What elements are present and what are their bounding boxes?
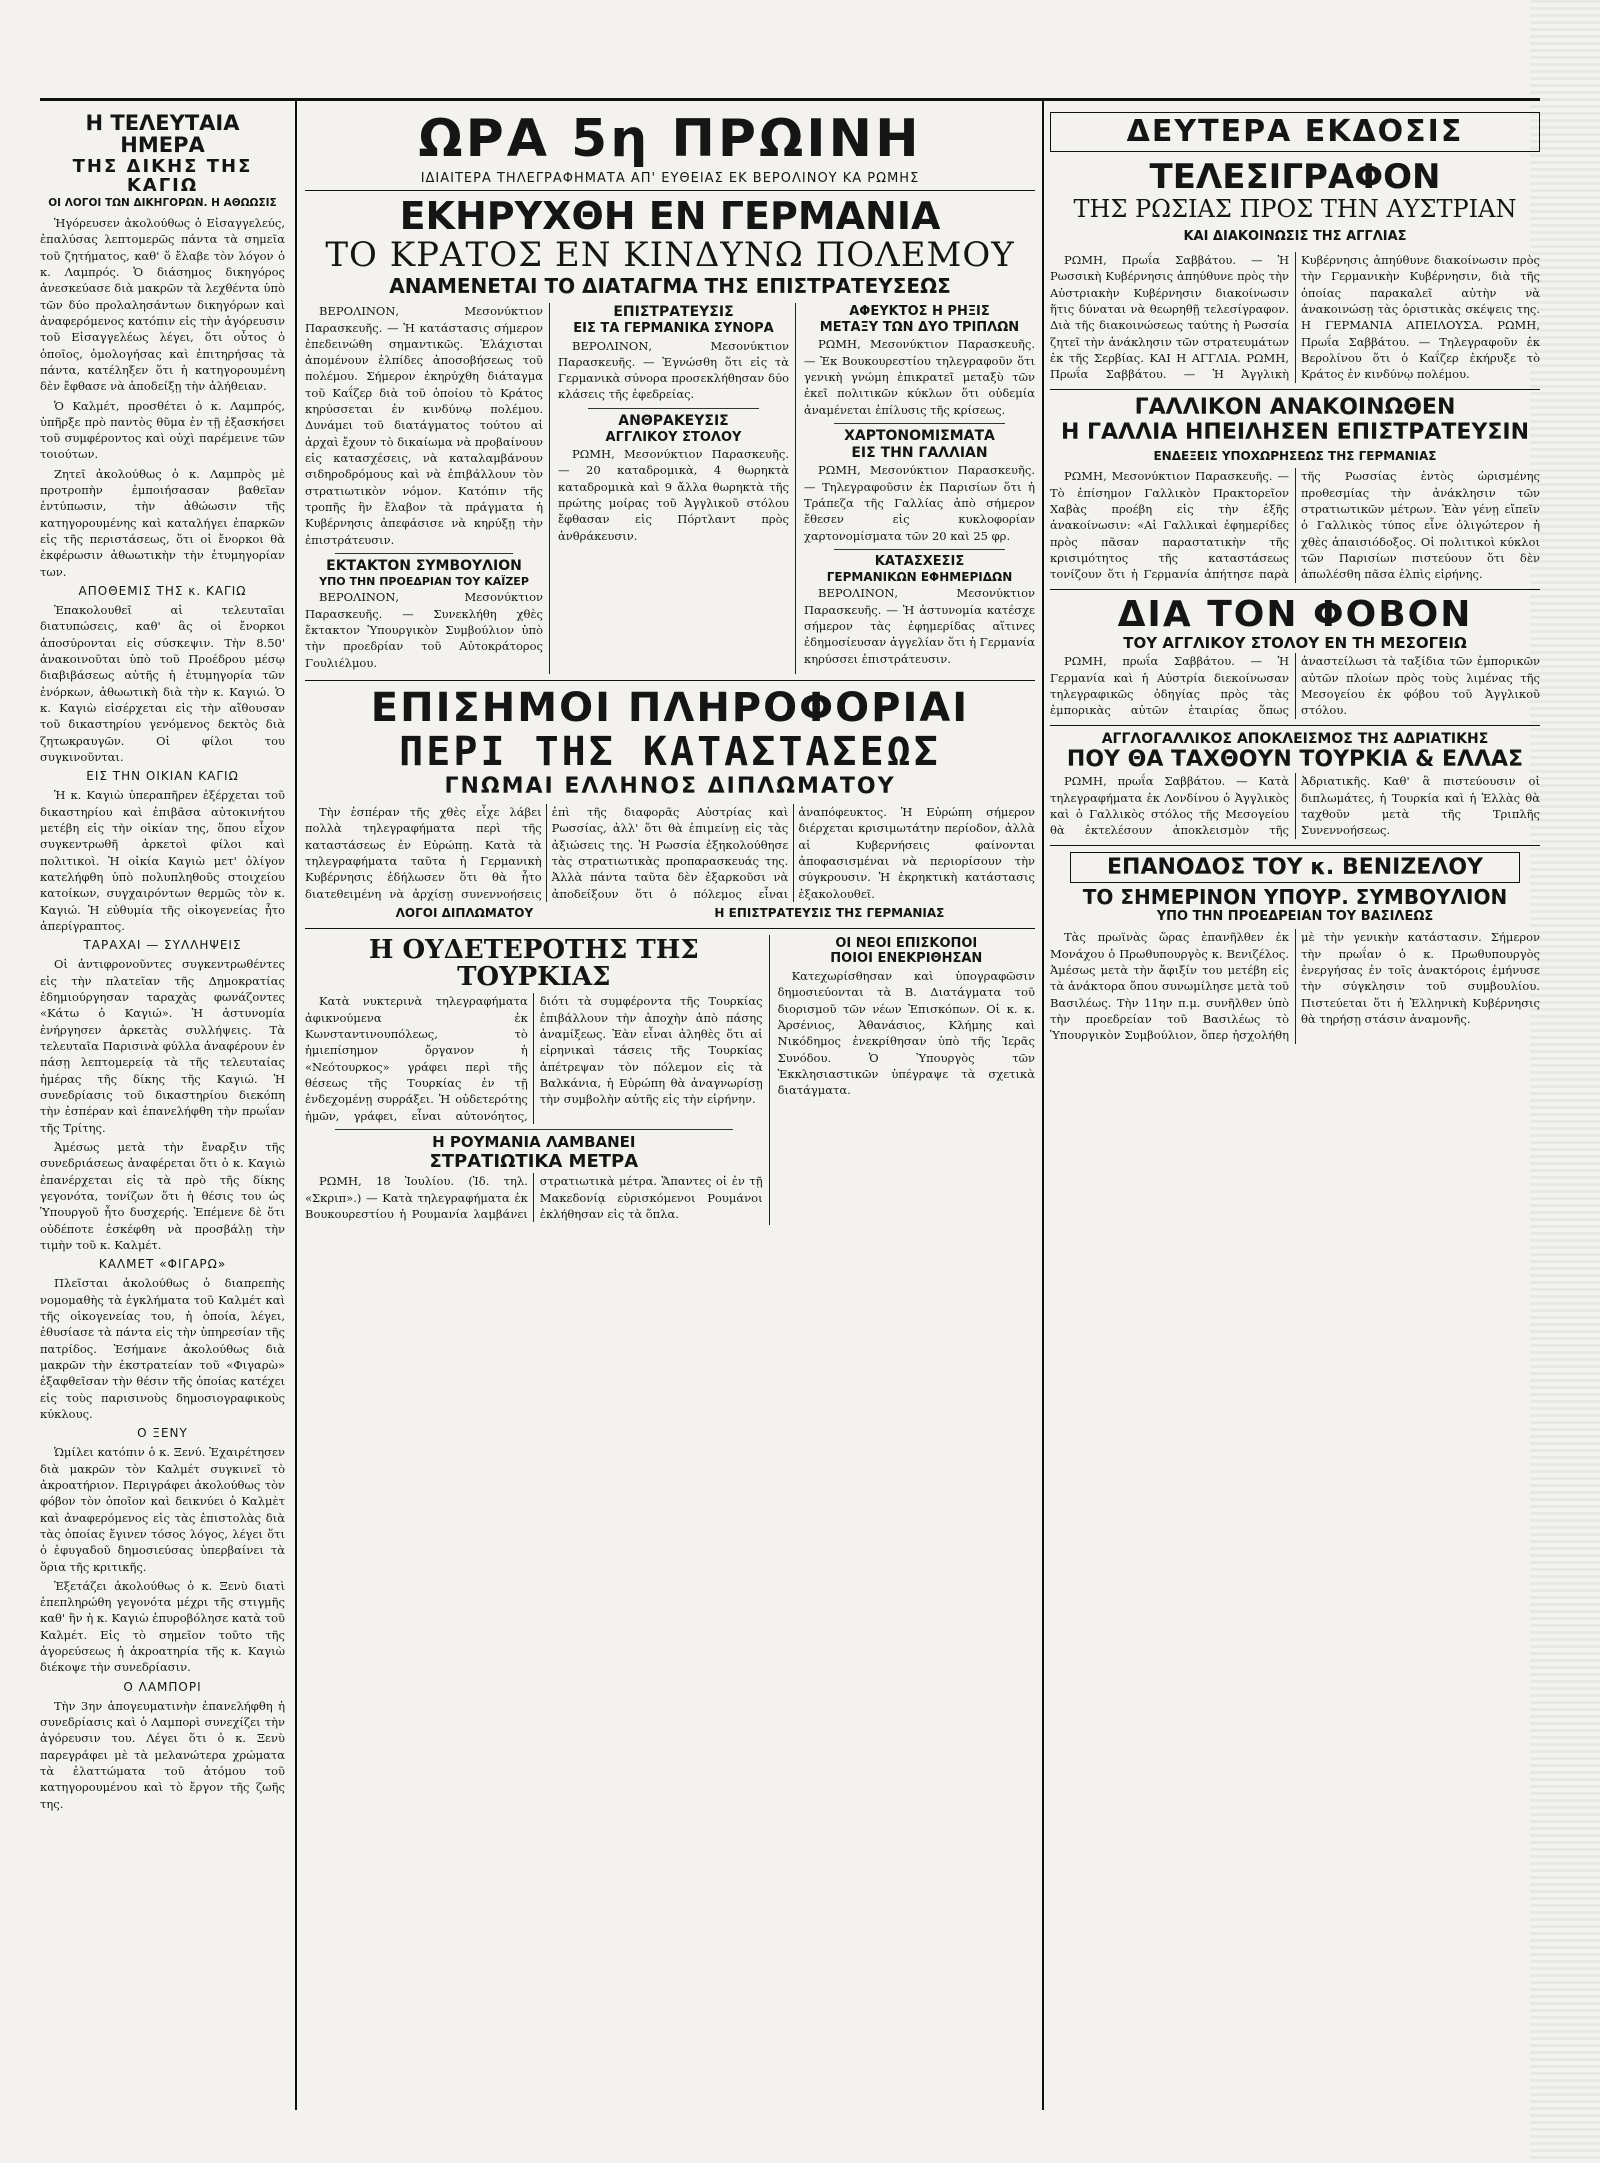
turkey-article: Κατὰ νυκτερινὰ τηλεγραφήματα ἀφικνούμενα ἐκ Κωνσταντινουπόλεως, τὸ ἡμιεπίσημον ὄργανον ἡ «Νεότουρκος» γράφει περὶ τῆς θέσεως τῆς Τουρκίας ἐν τῇ ἐνδεχομένῃ συρράξει. Ἡ οὐδετερότης ἡμῶν, γράφει, εἶναι αὐτονόητος, διότι τὰ συμφέροντα τῆς Τουρκίας ἐπιβάλλουν τὴν ἀποχὴν ἀπὸ πάσης ἀναμίξεως. Ἐὰν εἶναι ἀληθὲς ὅτι αἱ εἰρηνικαὶ τάσεις τῆς Τουρκίας ἀπέτρεψαν τὸν πόλεμον εἰς τὰ Βαλκάνια, ἡ Εὐρώπη θὰ ἀναγνωρίσῃ τὴν συμβολὴν αὐτῆς εἰς τὴν εἰρήνην. xyxy=(305,994,763,1123)
separator xyxy=(335,1129,733,1130)
brief-headline: ΑΝΘΡΑΚΕΥΣΙΣ xyxy=(618,412,729,429)
brief-headline: ΑΦΕΥΚΤΟΣ Η ΡΗΞΙΣ xyxy=(849,304,990,320)
separator xyxy=(1050,389,1540,390)
blockade-subhead: ΠΟΥ ΘΑ ΤΑΧΘΟΥΝ ΤΟΥΡΚΙΑ & ΕΛΛΑΣ xyxy=(1066,747,1524,773)
brief-text: ΒΕΡΟΛΙΝΟΝ, Μεσονύκτιον Παρασκευῆς. — Ἐγνώσθη ὅτι εἰς τὰ Γερμανικὰ σύνορα προσεκλήθησαν δύο κλάσεις τῆς ἐφεδρείας. xyxy=(558,338,789,402)
turkey-section xyxy=(305,935,770,1226)
official-subhead: ΓΝΩΜΑΙ ΕΛΛΗΝΟΣ ΔΙΠΛΩΜΑΤΟΥ xyxy=(444,773,896,799)
left-headline-2: ΤΗΣ ΔΙΚΗΣ ΤΗΣ ΚΑΓΙΩ xyxy=(72,156,253,196)
left-subhead: ΕΙΣ ΤΗΝ ΟΙΚΙΑΝ ΚΑΓΙΩ xyxy=(86,769,239,784)
left-paragraph: Οἱ ἀντιφρονοῦντες συγκεντρωθέντες εἰς τὴν πλατεῖαν τῆς Δημοκρατίας ἐδημιούργησαν ταραχὰς φωνάζοντες «Κάτω ὁ Καγιώ». Ἡ ἀστυνομία ἐνήργησεν ἀρκετὰς συλλήψεις. Τὰ τελευταῖα Παρισινὰ φύλλα ἀναφέρουν ἐν πάσῃ λεπτομερείᾳ τὰ τῆς τελευταίας ἡμέρας τῆς δίκης τῆς Καγιώ. Ἡ συνεδρίασις τοῦ δικαστηρίου διεκόπη τὴν ἑσπέραν καὶ ἐπανελήφθη τὴν πρωΐαν τῆς Τρίτης. xyxy=(40,957,285,1135)
left-subhead: ΤΑΡΑΧΑΙ — ΣΥΛΛΗΨΕΙΣ xyxy=(83,938,242,953)
left-paragraph: Ζητεῖ ἀκολούθως ὁ κ. Λαμπρὸς μὲ προτροπὴν ἐμποιήσασαν βαθεῖαν ἐντύπωσιν, τὴν ἀθώωσιν τῆς κατηγορουμένης καὶ καταλήγει ἐπαρκῶν εἰς τῆς περιστάσεως, ὅτι οἱ ἔνορκοι θὰ ἐκφέρωσιν ἀθωωτικὴν τὴν ἐτυμηγορίαν των. xyxy=(40,466,285,579)
romania-subhead: ΣΤΡΑΤΙΩΤΙΚΑ ΜΕΤΡΑ xyxy=(429,1150,639,1172)
brief-subhead: ΑΓΓΛΙΚΟΥ ΣΤΟΛΟΥ xyxy=(605,429,742,445)
official-headline: ΕΠΙΣΗΜΟΙ ΠΛΗΡΟΦΟΡΙΑΙ xyxy=(370,684,970,731)
left-paragraph: Πλεῖσται ἀκολούθως ὁ διαπρεπὴς νομομαθὴς τὰ ἐγκλήματα τοῦ Καλμέτ καὶ τῆς οἰκογενείας του, ἡ ὁποία, λέγει, ἐθυσίασε τὰ πάντα εἰς τὴν ὑπηρεσίαν τῆς πατρίδος. Ἐσήμανε ἀκολούθως διὰ μακρῶν τὴν ἐκστρατείαν τοῦ «Φιγαρὼ» ἐξαφθεῖσαν τὴν θέσιν τῆς ὁποίας κατέχει εἰς τοὺς παρισινοὺς δημοσιογραφικοὺς κύκλους. xyxy=(40,1276,285,1421)
left-paragraph: Ἡ κ. Καγιὼ ὑπεραπῆρεν ἐξέρχεται τοῦ δικαστηρίου καὶ ἐπιβᾶσα αὐτοκινήτου μετέβη εἰς τὴν οἰκίαν της, ὅπου εἶχον συγκεντρωθῆ ἀρκετοὶ φίλοι καὶ πολιτικοὶ. Ἡ οἰκία Καγιὼ μετ' ὀλίγον κατελήφθη ὑπὸ πολυπληθοῦς στοιχείου κατοίκων, συγχαιρόντων θερμῶς τὸν κ. Καγιώ. Ἡ εὐθυμία τῆς οἰκογενείας ἦτο ἀπερίγραπτος. xyxy=(40,788,285,934)
fear-headline: ΔΙΑ ΤΟΝ ΦΟΒΟΝ xyxy=(1117,593,1473,635)
right-column xyxy=(1050,110,1540,2110)
middle-bottom-grid xyxy=(305,935,1035,1226)
separator xyxy=(1050,845,1540,846)
french-subhead: ΕΝΔΕΞΕΙΣ ΥΠΟΧΩΡΗΣΕΩΣ ΤΗΣ ΓΕΡΜΑΝΙΑΣ xyxy=(1153,448,1437,463)
official-article: Τὴν ἑσπέραν τῆς χθὲς εἶχε λάβει πολλὰ τηλεγραφήματα περὶ τῆς καταστάσεως ἐν Εὐρώπῃ. Κατὰ τὰ τηλεγραφήματα ταῦτα ἡ Γερμανικὴ Κυβέρνησις ἐδήλωσεν ὅτι θὰ ἦτο διατεθειμένη νὰ ἀρχίσῃ συνεννοήσεις ἐπὶ τῆς διαφορᾶς Αὐστρίας καὶ Ρωσσίας, ἀλλ' ὅτι θὰ ἐπιμείνῃ εἰς τὰς ἀξιώσεις της. Ἡ Ρωσσία ἐξηκολούθησε τὰς στρατιωτικὰς προπαρασκευάς της. Ἀλλὰ πάντα ταῦτα δὲν ἐξαρκοῦσι νὰ ἀποδείξουν ὅτι ὁ πόλεμος εἶναι ἀναπόφευκτος. Ἡ Εὐρώπη σήμερον διέρχεται κρισιμωτάτην περίοδον, ἀλλὰ αἱ Κυβερνήσεις φαίνονται ἀποφασισμέναι νὰ περιορίσουν τὴν σύγκρουσιν. Ἡ ἐκρηκτικὴ κατάστασις ἐξακολουθεῖ. xyxy=(305,805,1035,901)
middle-news-col-3 xyxy=(804,303,1035,674)
brief-text: ΡΩΜΗ, Μεσονύκτιον Παρασκευῆς. — Ἐκ Βουκουρεστίου τηλεγραφοῦν ὅτι γενικὴ γνώμη ἐπικρατεῖ μεταξὺ τῶν ἐκεῖ πολιτικῶν κύκλων ὅτι οὐδεμία ἀναμένεται ἐπίλυσις τῆς κρίσεως. xyxy=(804,337,1035,417)
romania-headline: Η ΡΟΥΜΑΝΙΑ ΛΑΜΒΑΝΕΙ xyxy=(432,1132,636,1151)
official-subsection-label: ΛΟΓΟΙ ΔΙΠΛΩΜΑΤΟΥ xyxy=(395,906,534,921)
brief-text: ΡΩΜΗ, Μεσονύκτιον Παρασκευῆς. — Τηλεγραφοῦσιν ἐκ Παρισίων ὅτι ἡ Τράπεζα τῆς Γαλλίας ἀπὸ σήμερον ἔθεσεν εἰς κυκλοφορίαν χαρτονομίσματα τῶν 20 καὶ 25 φρ. xyxy=(804,463,1035,543)
separator xyxy=(834,423,1005,424)
turkey-headline: Η ΟΥΔΕΤΕΡΟΤΗΣ ΤΗΣ ΤΟΥΡΚΙΑΣ xyxy=(368,934,699,992)
top-rule xyxy=(40,98,1540,101)
separator xyxy=(305,680,1035,681)
left-headline-3: ΟΙ ΛΟΓΟΙ ΤΩΝ ΔΙΚΗΓΟΡΩΝ. Η ΑΘΩΩΣΙΣ xyxy=(48,196,277,209)
brief-subhead: ΕΙΣ ΤΗΝ ΓΑΛΛΙΑΝ xyxy=(851,444,988,461)
separator xyxy=(588,408,759,409)
official-headline-2: ΠΕΡΙ ΤΗΣ ΚΑΤΑΣΤΑΣΕΩΣ xyxy=(399,728,941,775)
column-rule-left xyxy=(295,100,297,2110)
brief-text: ΒΕΡΟΛΙΝΟΝ, Μεσονύκτιον Παρασκευῆς. — Ἡ ἀστυνομία κατέσχε σήμερον τὰς ἐφημερίδας αἵτινες ἐδημοσίευσαν ἀγγελίαν ὅτι ἡ Γερμανία κηρύσσει ἐπιστράτευσιν. xyxy=(804,586,1035,666)
brief-subhead: ΥΠΟ ΤΗΝ ΠΡΟΕΔΡΙΑΝ ΤΟΥ ΚΑΪΖΕΡ xyxy=(319,574,529,588)
separator xyxy=(1050,589,1540,590)
ultimatum-subhead-2: ΚΑΙ ΔΙΑΚΟΙΝΩΣΙΣ ΤΗΣ ΑΓΓΛΙΑΣ xyxy=(1183,229,1407,245)
french-headline-2: Η ΓΑΛΛΙΑ ΗΠΕΙΛΗΣΕΝ ΕΠΙΣΤΡΑΤΕΥΣΙΝ xyxy=(1060,419,1530,445)
middle-banner-sub: ΙΔΙΑΙΤΕΡΑ ΤΗΛΕΓΡΑΦΗΜΑΤΑ ΑΠ' ΕΥΘΕΙΑΣ ΕΚ ΒΕΡΟΛΙΝΟΥ ΚΑ ΡΩΜΗΣ xyxy=(305,171,1035,191)
separator xyxy=(1050,725,1540,726)
main-headline: ΕΚΗΡΥΧΘΗ ΕΝ ΓΕΡΜΑΝΙΑ xyxy=(399,193,941,238)
separator xyxy=(305,928,1035,929)
main-headline-2: ΤΟ ΚΡΑΤΟΣ ΕΝ ΚΙΝΔΥΝΩ ΠΟΛΕΜΟΥ xyxy=(325,235,1015,276)
left-paragraph: Ὡμίλει κατόπιν ὁ κ. Ξενύ. Ἐχαιρέτησεν διὰ μακρῶν τὸν Καλμέτ συγκινεῖ τὸ ἀκροατήριον. Περιγράφει ἀκολούθως τὸν φόβον τὸν ὁποῖον καὶ δεικνύει ὁ Καλμὲτ καὶ ἀναφερόμενος εἰς τὰς ἐπιστολὰς διὰ τὰς ὁποίας ἔγινεν τόσος λόγος, λέγει ὅτι ὁ ἐφυγαδοῦ δημοσιεύσας ὑπερβαίνει τὰ ὅρια τῆς κριτικῆς. xyxy=(40,1445,285,1574)
column-rule-right xyxy=(1042,100,1044,2110)
bishops-article: Κατεχωρίσθησαν καὶ ὑπογραφῶσιν δημοσιεύονται τὰ Β. Διατάγματα τοῦ διορισμοῦ τῶν νέων Ἐπισκόπων. Οἱ κ. κ. Ἀρσένιος, Ἀθανάσιος, Κλήμης καὶ Νικόδημος ἐνεκρίθησαν ὑπὸ τῆς Ἱερᾶς Συνόδου. Ὁ Ὑπουργὸς τῶν Ἐκκλησιαστικῶν ὑπέγραψε τὰ σχετικὰ διατάγματα. xyxy=(777,968,1035,1098)
left-paragraph: Ἐπακολουθεῖ αἱ τελευταῖαι διατυπώσεις, καθ' ἃς οἱ ἔνορκοι ἀποσύρονται εἰς σύσκεψιν. Τὴν 8.50' ἀνακοινοῦται ὑπὸ τοῦ Προέδρου μέσῳ διαβιβάσεως αὐτῆς ἡ ἐτυμηγορία τῶν ἐνόρκων, ἀθωωτικὴ διὰ τὴν κ. Καγιώ. Ὁ κ. Καγιὼ εἰσέρχεται εἰς τὴν αἴθουσαν τοῦ δικαστηρίου γενόμενος δεκτὸς διὰ ζητωκραυγῶν. Οἱ φίλοι του συγκινοῦνται. xyxy=(40,603,285,765)
middle-banner: ΩΡΑ 5η ΠΡΩΙΝΗ xyxy=(418,110,922,169)
second-edition-banner: ΔΕΥΤΕΡΑ ΕΚΔΟΣΙΣ xyxy=(1050,112,1540,152)
left-column xyxy=(40,110,285,2110)
left-headline-1: Η ΤΕΛΕΥΤΑΙΑ ΗΜΕΡΑ xyxy=(85,111,240,158)
middle-news-grid xyxy=(305,303,1035,674)
french-headline: ΓΑΛΛΙΚΟΝ ΑΝΑΚΟΙΝΩΘΕΝ xyxy=(1134,394,1456,420)
newspaper-page xyxy=(40,90,1540,2120)
venizelos-subhead: ΤΟ ΣΗΜΕΡΙΝΟΝ ΥΠΟΥΡ. ΣΥΜΒΟΥΛΙΟΝ xyxy=(1082,884,1508,909)
brief-headline: ΧΑΡΤΟΝΟΜΙΣΜΑΤΑ xyxy=(844,428,995,445)
brief-subhead: ΕΙΣ ΤΑ ΓΕΡΜΑΝΙΚΑ ΣΥΝΟΡΑ xyxy=(573,320,774,336)
left-paragraph: Ὁ Καλμέτ, προσθέτει ὁ κ. Λαμπρός, ὑπῆρξε πρὸ παντὸς θῦμα ἐν τῇ ἐξασκήσει τοῦ συμφέροντος καὶ οὐχὶ παρέμεινε τῶν τοιούτων. xyxy=(40,398,285,462)
french-article: ΡΩΜΗ, Μεσονύκτιον Παρασκευῆς. — Τὸ ἐπίσημον Γαλλικὸν Πρακτορεῖον Χαβὰς προέβη εἰς τὴν ἑξῆς ἀνακοίνωσιν: «Αἱ Γαλλικαὶ ἐφημερίδες πρὸς πᾶσαν παραστατικὴν τῆς κρισιμότητος τῆς καταστάσεως τονίζουν ὅτι ἡ Γερμανία ἀπήτησε παρὰ τῆς Ρωσσίας ἐντὸς ὡρισμένης προθεσμίας τὴν ἀνάκλησιν τῶν στρατιωτικῶν μέτρων. Ἐὰν γένῃ εἴπεῖν ὁ Γαλλικὸς τύπος εἶνε ὀλιγώτερον ἡ χθὲς ἀπαισιόδοξος. Οἱ πολιτικοὶ κύκλοι τῶν Παρισίων πιστεύουν ὅτι δὲν ἀπωλέσθη πᾶσα ἐλπὶς εἰρήνης. xyxy=(1050,469,1540,582)
brief-subhead: ΓΕΡΜΑΝΙΚΩΝ ΕΦΗΜΕΡΙΔΩΝ xyxy=(826,569,1013,584)
left-subhead: ΑΠΟΘΕΜΙΣ ΤΗΣ κ. ΚΑΓΙΩ xyxy=(78,584,247,599)
brief-subhead: ΜΕΤΑΞΥ ΤΩΝ ΔΥΟ ΤΡΙΠΛΩΝ xyxy=(819,319,1020,335)
ultimatum-headline: ΤΕΛΕΣΙΓΡΑΦΟΝ xyxy=(1149,156,1441,197)
brief-text: ΒΕΡΟΛΙΝΟΝ, Μεσονύκτιον Παρασκευῆς. — Συνεκλήθη χθὲς ἔκτακτον Ὑπουργικὸν Συμβούλιον ὑπὸ τὴν προεδρίαν τοῦ Αὐτοκράτορος Γουλιέλμου. xyxy=(305,590,543,670)
bishops-subhead: ΠΟΙΟΙ ΕΝΕΚΡΙΘΗΣΑΝ xyxy=(830,951,983,967)
main-headline-3: ΑΝΑΜΕΝΕΤΑΙ ΤΟ ΔΙΑΤΑΓΜΑ ΤΗΣ ΕΠΙΣΤΡΑΤΕΥΣΕΩΣ xyxy=(389,274,951,299)
middle-news-col-1 xyxy=(305,303,550,674)
fear-article: ΡΩΜΗ, πρωΐα Σαββάτου. — Ἡ Γερμανία καὶ ἡ Αὐστρία διεκοίνωσαν τηλεγραφικῶς ὁδηγίας πρὸς τὰς ἐμπορικὰς αὐτῶν ἑταιρίας ὅπως ἀναστείλωσι τὰ ταξίδια τῶν ἐμπορικῶν αὐτῶν πλοίων πρὸς τοὺς λιμένας τῆς Μεσογείου ἐκ φόβου τοῦ Ἀγγλικοῦ στόλου. xyxy=(1050,654,1540,718)
left-subhead: ΚΑΛΜΕΤ «ΦΙΓΑΡΩ» xyxy=(98,1257,227,1272)
left-subhead: Ο ΛΑΜΠΟΡΙ xyxy=(123,1679,202,1694)
left-subhead: Ο ΞΕΝΥ xyxy=(137,1426,188,1441)
venizelos-article: Τὰς πρωϊνὰς ὥρας ἐπανῆλθεν ἐκ Μονάχου ὁ Πρωθυπουργὸς κ. Βενιζέλος. Ἀμέσως μετὰ τὴν ἄφιξίν του μετέβη εἰς τὰ ἀνάκτορα ὅπου συνωμίλησε μετὰ τοῦ Βασιλέως. Τὴν 11ην π.μ. συνῆλθεν ὑπὸ τὴν προεδρείαν τοῦ Βασιλέως τὸ Ὑπουργικὸν Συμβούλιον, ὅπερ ἠσχολήθη μὲ τὴν γενικὴν κατάστασιν. Σήμερον τὴν πρωΐαν ὁ κ. Πρωθυπουργὸς ἐνεργήσας ἐν τοῖς ἀνακτόροις ἐμήνυσε τὴν σύγκλησιν τοῦ συμβουλίου. Πιστεύεται ὅτι ἡ Ἑλληνικὴ Κυβέρνησις θὰ τηρήσῃ στάσιν ἀναμονῆς. xyxy=(1050,930,1540,1043)
left-paragraph: Τὴν 3ην ἀπογευματινὴν ἐπανελήφθη ἡ συνεδρίασις καὶ ὁ Λαμπορὶ συνεχίζει τὴν ἀγόρευσιν του. Λέγει ὅτι ὁ κ. Ξενὺ παρεγράφει μὲ τὰ μελανώτερα χρώματα τὰ ἐλαττώματα τοῦ ἀτόμου τοῦ κατηγορουμένου καὶ τὸ ἔργον τῆς ζωῆς της. xyxy=(40,1698,285,1811)
brief-text: ΡΩΜΗ, Μεσονύκτιον Παρασκευῆς. — 20 καταδρομικὰ, 4 θωρηκτὰ καταδρομικὰ καὶ 9 ἄλλα θωρηκτὰ τῆς πρώτης μοίρας τοῦ Ἀγγλικοῦ στόλου ἔφθασαν εἰς Πόρτλαντ πρὸς ἀνθράκευσιν. xyxy=(558,447,789,543)
left-paragraph: Ἀμέσως μετὰ τὴν ἔναρξιν τῆς συνεδριάσεως ἀναφέρεται ὅτι ὁ κ. Καγιὼ ἐπανέρχεται εἰς τὰ πρὸ τῆς δίκης γεγονότα, τονίζων ὅτι ἡ θέσις του ὡς Ὑπουργοῦ ἦτο δυσχερής. Ἐπέμενε δὲ ὅτι οὐδέποτε ἐσκέφθη νὰ προσβάλῃ τὴν τιμὴν τοῦ κ. Καλμέτ. xyxy=(40,1139,285,1252)
bishops-section xyxy=(778,935,1035,1226)
left-paragraph: Ἐξετάζει ἀκολούθως ὁ κ. Ξενὺ διατὶ ἐπεπληρώθη γεγονότα μέχρι τῆς στιγμῆς καθ' ἣν ἡ κ. Καγιὼ ἐπυροβόλησε κατὰ τοῦ Καλμέτ. Εἰς τὸ σημεῖον τοῦτο τῆς ἀγορεύσεως ἡ ἀκροατηρία τῆς κ. Καγιὼ διέκοψε τὴν συνεδρίασιν. xyxy=(40,1578,285,1675)
official-subsections xyxy=(305,905,1035,922)
romania-article: ΡΩΜΗ, 18 Ἰουλίου. (Ἰδ. τηλ. «Σκριπ».) — Κατὰ τηλεγραφήματα ἐκ Βουκουρεστίου ἡ Ρουμανία λαμβάνει στρατιωτικὰ μέτρα. Ἅπαντες οἱ ἐν τῇ Μακεδονίᾳ εὑρισκόμενοι Ρουμάνοι ἐκλήθησαν εἰς τὰ ὅπλα. xyxy=(305,1174,763,1222)
bishops-headline: ΟΙ ΝΕΟΙ ΕΠΙΣΚΟΠΟΙ xyxy=(835,935,978,951)
middle-column xyxy=(305,110,1035,2110)
ultimatum-subhead: ΤΗΣ ΡΩΣΙΑΣ ΠΡΟΣ ΤΗΝ ΑΥΣΤΡΙΑΝ xyxy=(1073,195,1517,224)
middle-news-col-2 xyxy=(558,303,796,674)
brief-headline: ΕΠΙΣΤΡΑΤΕΥΣΙΣ xyxy=(613,304,734,321)
blockade-headline: ΑΓΓΛΟΓΑΛΛΙΚΟΣ ΑΠΟΚΛΕΙΣΜΟΣ ΤΗΣ ΑΔΡΙΑΤΙΚΗΣ xyxy=(1101,730,1489,747)
brief-headline: ΕΚΤΑΚΤΟΝ ΣΥΜΒΟΥΛΙΟΝ xyxy=(326,558,522,575)
left-paragraph: Ἡγόρευσεν ἀκολούθως ὁ Εἰσαγγελεύς, ἐπαλύσας λεπτομερῶς πάντα τὰ σημεῖα τοῦ ζητήματος, καθ' ὅ ἔλαβε τὸν λόγον ὁ κ. Λαμπρός. Ὁ διάσημος δικηγόρος ἀνεσκεύασε διὰ μακρῶν τὰ λεχθέντα ὑπὸ τῶν δύο προλαλησάντων δικηγόρων καὶ ἀναφερόμενος κατόπιν εἰς τὴν ἀγόρευσιν τοῦ Εἰσαγγελέως λέγει, ὅτι οὗτος ὁ ὁποῖος, ὁμολογήσας καὶ ἐπιτηρήσας τὰ πάντα, κατέληξεν ὅτι ἡ κατηγορουμένη δὲν ἔφθασε νὰ ἀποδείξῃ τὴν ἀλήθειαν. xyxy=(40,215,285,394)
scan-edge-noise xyxy=(1530,0,1600,2163)
fear-subhead: ΤΟΥ ΑΓΓΛΙΚΟΥ ΣΤΟΛΟΥ ΕΝ ΤΗ ΜΕΣΟΓΕΙΩ xyxy=(1123,633,1467,652)
separator xyxy=(834,549,1005,550)
blockade-article: ΡΩΜΗ, πρωΐα Σαββάτου. — Κατὰ τηλεγραφήματα ἐκ Λονδίνου ὁ Ἀγγλικὸς καὶ ὁ Γαλλικὸς στόλος τῆς Μεσογείου θὰ ἐκτελέσουν ἀποκλεισμὸν τῆς Ἀδριατικῆς. Καθ' ἃ πιστεύουσιν οἱ διπλωμάτες, ἡ Τουρκία καὶ ἡ Ἑλλὰς θὰ ταχθοῦν μετὰ τῆς Τριπλῆς Συνεννοήσεως. xyxy=(1050,774,1540,838)
official-subsection-label: Η ΕΠΙΣΤΡΑΤΕΥΣΙΣ ΤΗΣ ΓΕΡΜΑΝΙΑΣ xyxy=(714,906,945,921)
ultimatum-article: ΡΩΜΗ, Πρωΐα Σαββάτου. — Ἡ Ρωσσικὴ Κυβέρνησις ἀπηύθυνε πρὸς τὴν Αὐστριακὴν Κυβέρνησιν διακοίνωσιν ἥτις δύναται νὰ θεωρηθῇ τελεσίγραφον. Διὰ τῆς διακοινώσεως ταύτης ἡ Ρωσσία ζητεῖ τὴν ἀνάκλησιν τῶν στρατευμάτων ἐκ τῆς Σερβίας. ΚΑΙ Η ΑΓΓΛΙΑ. ΡΩΜΗ, Πρωΐα Σαββάτου. — Ἡ Ἀγγλικὴ Κυβέρνησις ἀπηύθυνε διακοίνωσιν πρὸς τὴν Γερμανικὴν Κυβέρνησιν, διὰ τῆς ὁποίας παρακαλεῖ αὐτὴν νὰ ἀνακοινώσῃ τὰς ὁριστικὰς σκέψεις της. Η ΓΕΡΜΑΝΙΑ ΑΠΕΙΛΟΥΣΑ. ΡΩΜΗ, Πρωΐα Σαββάτου. — Τηλεγραφοῦν ἐκ Βερολίνου ὅτι ὁ Καΐζερ ἐκήρυξε τὸ Κράτος ἐν κινδύνῳ πολέμου. xyxy=(1050,253,1540,382)
venizelos-subhead-2: ΥΠΟ ΤΗΝ ΠΡΟΕΔΡΕΙΑΝ ΤΟΥ ΒΑΣΙΛΕΩΣ xyxy=(1156,908,1434,924)
brief-headline: ΚΑΤΑΣΧΕΣΙΣ xyxy=(874,554,965,570)
separator xyxy=(335,553,513,554)
lead-article: ΒΕΡΟΛΙΝΟΝ, Μεσονύκτιον Παρασκευῆς. — Ἡ κατάστασις σήμερον ἐπεδεινώθη σημαντικῶς. Ἐλάχισται ἀπομένουν ἐλπίδες ἀποσοβήσεως τοῦ πολέμου. Σήμερον ἐκηρύχθη διάταγμα τοῦ Καΐζερ διὰ τοῦ ὁποίου τὸ Κράτος κηρύσσεται ἐν κινδύνῳ πολέμου. Δυνάμει τοῦ διατάγματος τούτου αἱ ἀρχαὶ ἔχουν τὸ δικαίωμα νὰ προβαίνουν εἰς κατασχέσεις, νὰ καταλαμβάνουν σιδηροδρόμους καὶ νὰ ἐπιβάλλουν τὸν στρατιωτικὸν νόμον. Κατόπιν τῆς τροπῆς ἣν ἔλαβον τὰ πράγματα ἡ Κυβέρνησις ἀπεφάσισε νὰ κηρύξῃ τὴν ἐπιστράτευσιν. xyxy=(305,304,543,547)
venizelos-headline: ΕΠΑΝΟΔΟΣ ΤΟΥ κ. ΒΕΝΙΖΕΛΟΥ xyxy=(1070,852,1520,883)
